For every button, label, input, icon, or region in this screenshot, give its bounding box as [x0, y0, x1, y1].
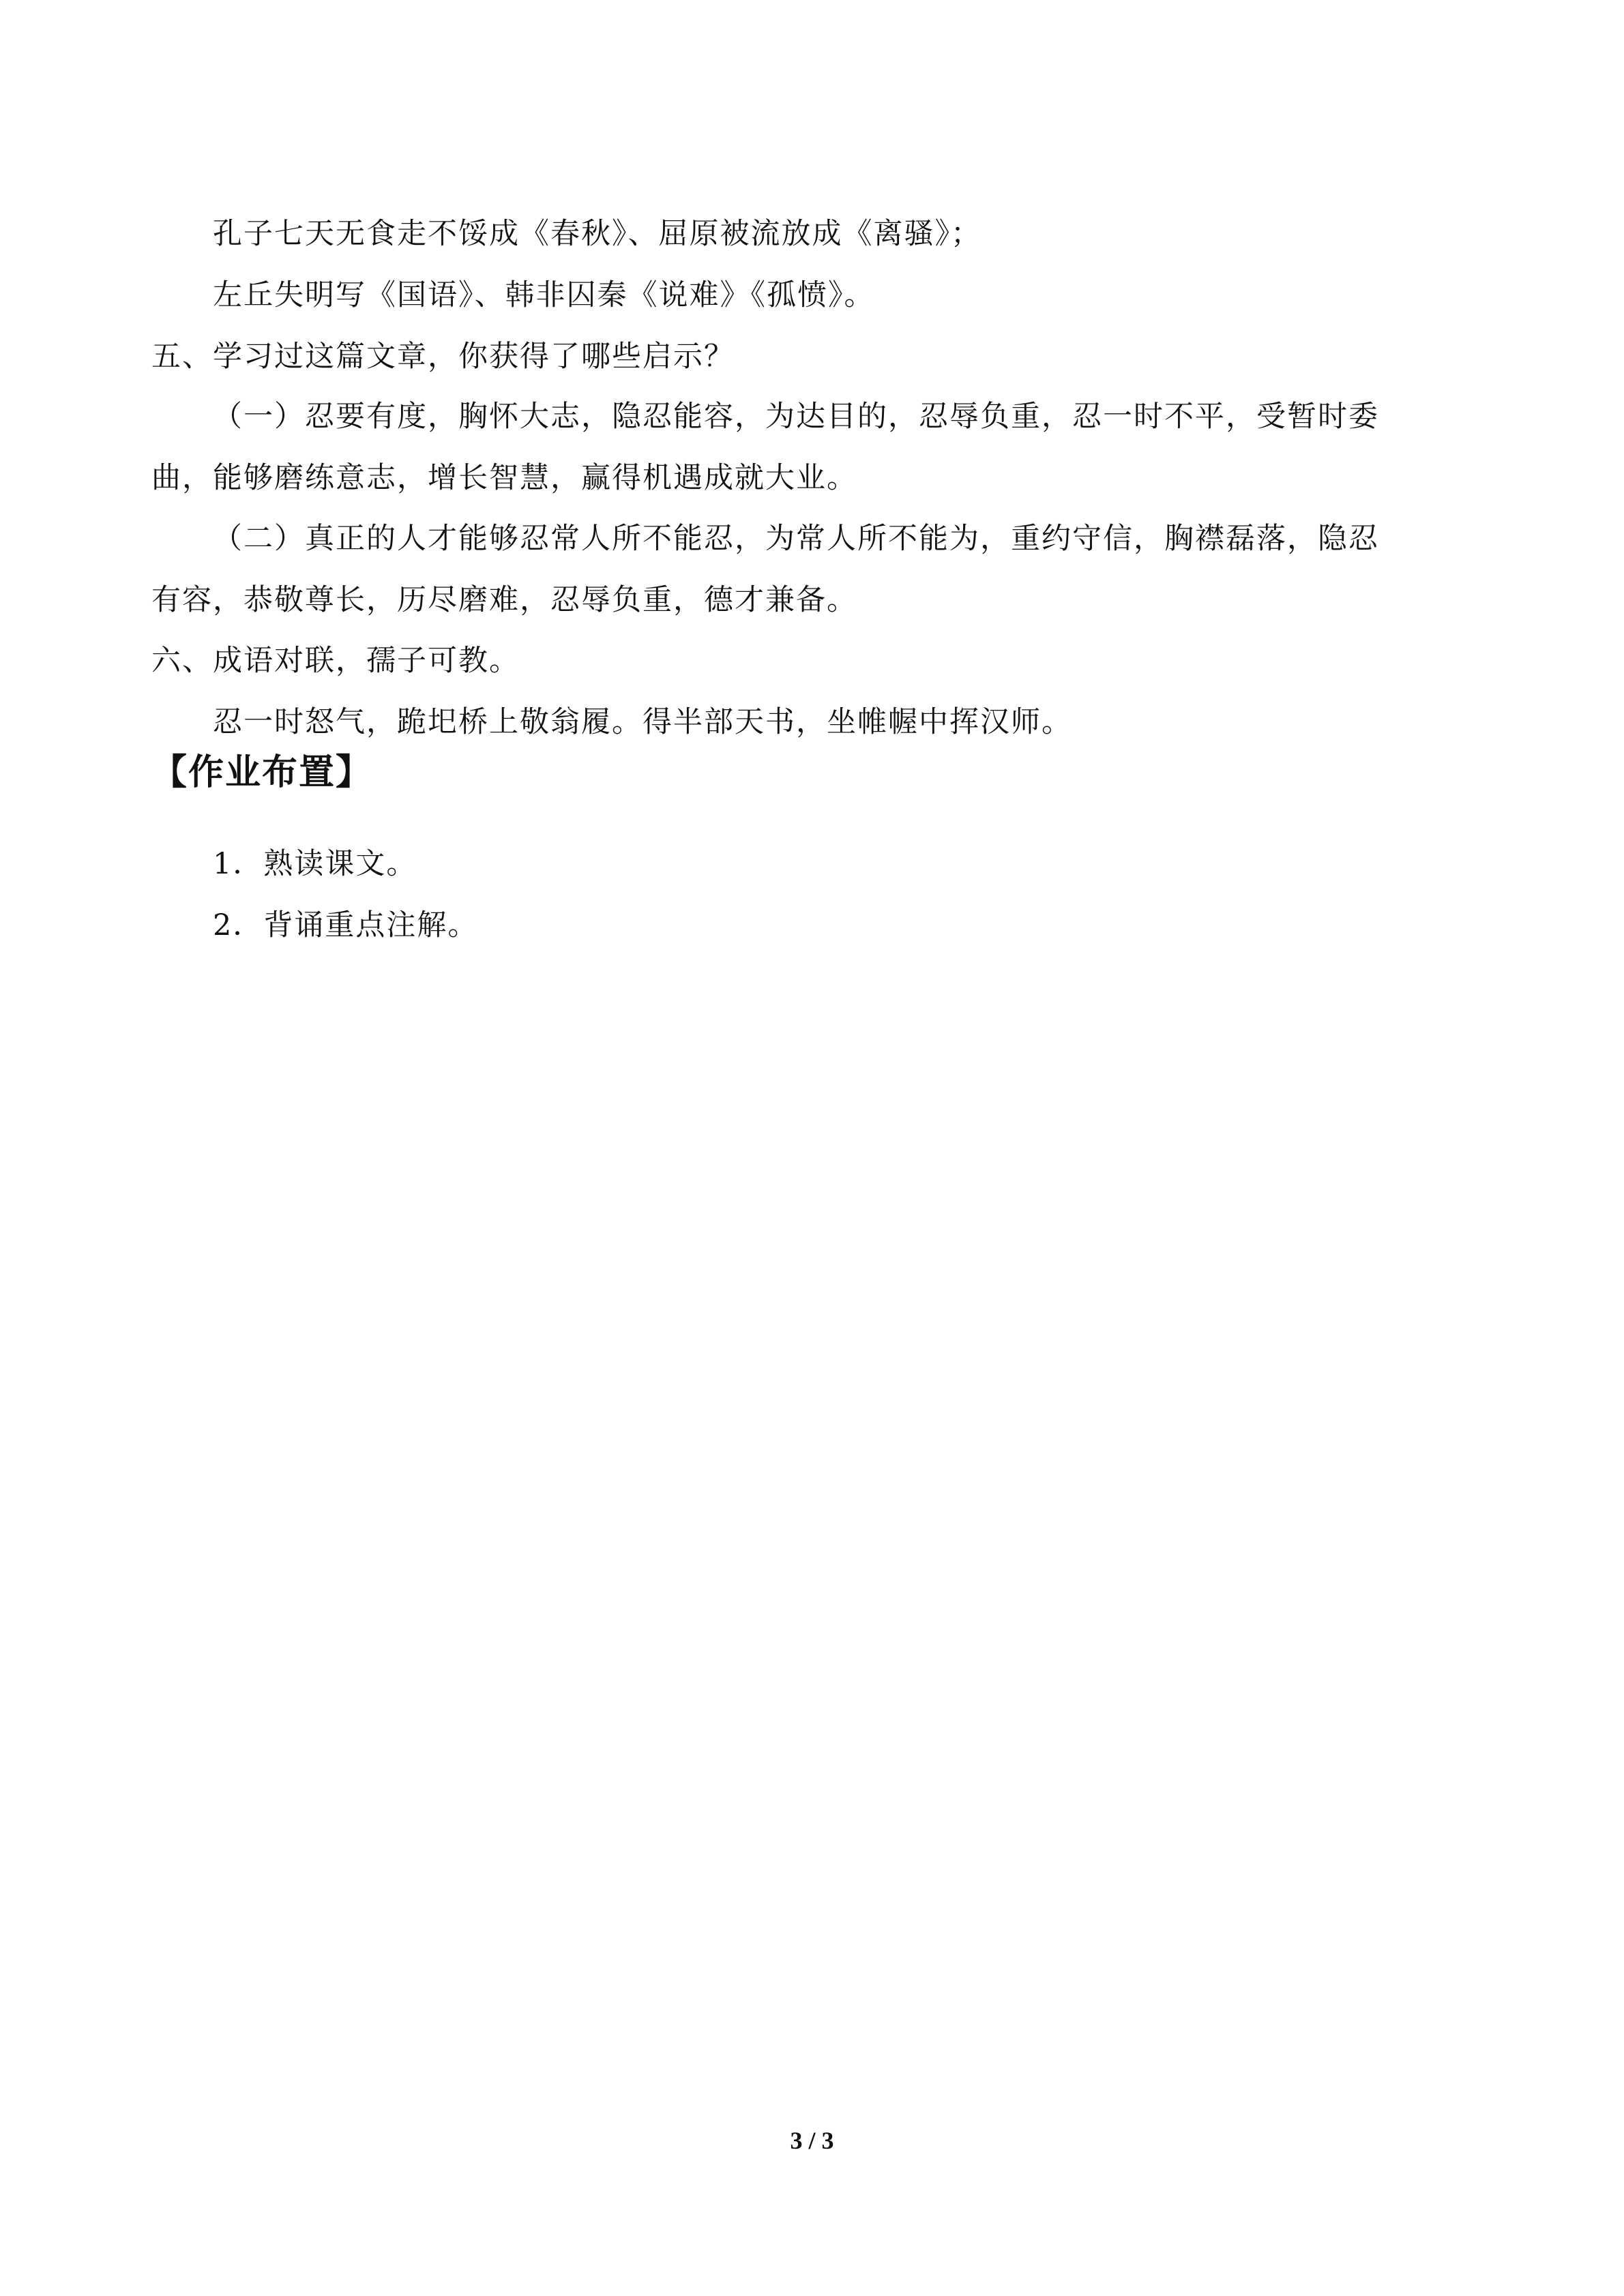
- body-line: （二）真正的人才能够忍常人所不能忍，为常人所不能为，重约守信，胸襟磊落，隐忍: [213, 522, 1379, 556]
- homework-item: 2．背诵重点注解。: [213, 908, 479, 942]
- section-heading-six: 六、成语对联，孺子可教。: [151, 644, 520, 678]
- body-line: 孔子七天无食走不馁成《春秋》、屈原被流放成《离骚》；: [213, 217, 981, 251]
- section-heading-five: 五、学习过这篇文章，你获得了哪些启示？: [151, 340, 735, 374]
- homework-heading: 【作业布置】: [151, 752, 373, 793]
- body-line: （一）忍要有度，胸怀大志，隐忍能容，为达目的，忍辱负重，忍一时不平，受暂时委: [213, 400, 1379, 434]
- body-line: 左丘失明写《国语》、韩非囚秦《说难》《孤愤》。: [213, 278, 875, 312]
- homework-item: 1．熟读课文。: [213, 847, 417, 881]
- couplet-line: 忍一时怒气，跪圯桥上敬翁履。得半部天书，坐帷幄中挥汉师。: [213, 705, 1072, 739]
- page-number: 3 / 3: [790, 2127, 834, 2154]
- body-line: 有容，恭敬尊长，历尽磨难，忍辱负重，德才兼备。: [151, 583, 857, 617]
- body-line: 曲，能够磨练意志，增长智慧，赢得机遇成就大业。: [151, 461, 857, 495]
